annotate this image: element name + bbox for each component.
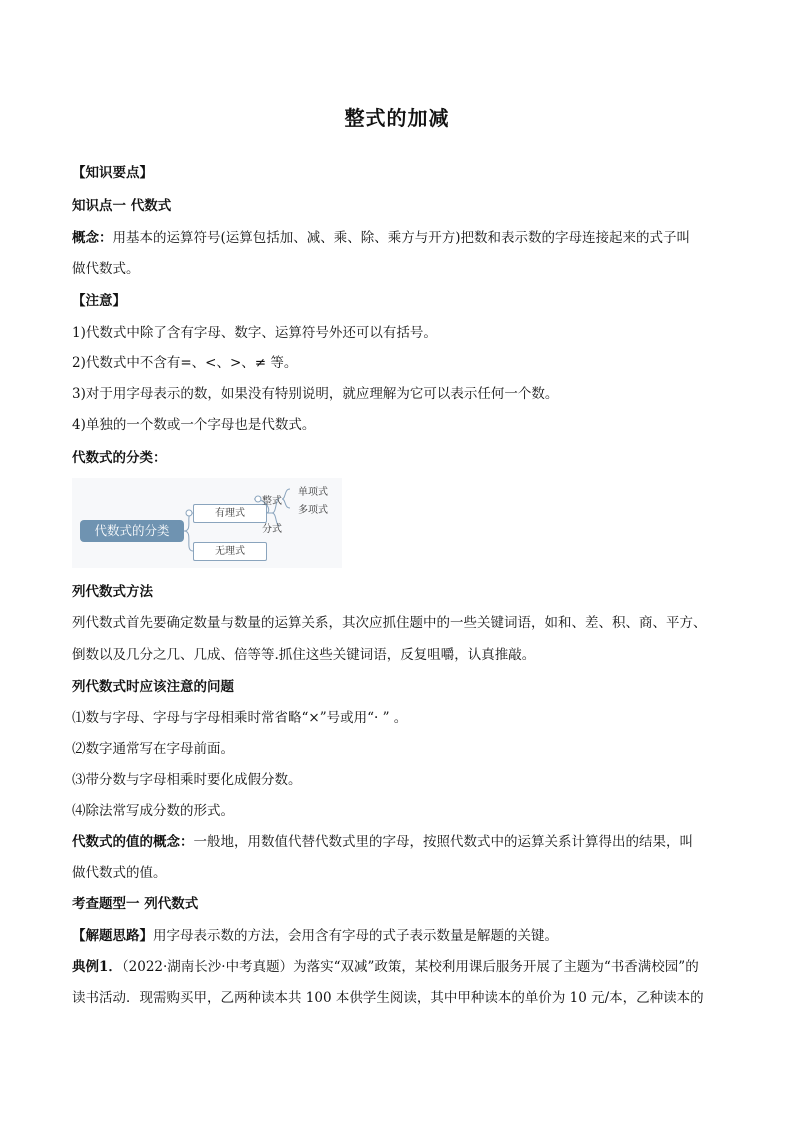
attention-item: ⑵数字通常写在字母前面。 <box>72 741 234 757</box>
solution-idea-paragraph <box>72 928 732 944</box>
section-heading-knowledge: 【知识要点】 <box>72 165 153 181</box>
mindmap-root-node: 代数式的分类 <box>80 520 184 542</box>
question-type-heading: 考查题型一 列代数式 <box>72 896 199 912</box>
solution-idea-label: 【解题思路】 <box>72 928 153 944</box>
mindmap-node-rational: 有理式 <box>193 504 267 523</box>
method-text: 列代数式首先要确定数量与数量的运算关系，其次应抓住题中的一些关键词语，如和、差、积、商、平方、 <box>72 615 707 631</box>
attention-heading: 列代数式时应该注意的问题 <box>72 679 234 695</box>
concept-paragraph <box>72 230 732 246</box>
method-heading: 列代数式方法 <box>72 584 153 600</box>
mindmap-node-fraction: 分式 <box>262 524 282 535</box>
mindmap-node-polynomial: 多项式 <box>298 505 328 516</box>
value-concept-paragraph <box>72 834 732 850</box>
concept-text-continued: 做代数式。 <box>72 261 140 277</box>
note-heading: 【注意】 <box>72 293 126 309</box>
note-item: 4)单独的一个数或一个字母也是代数式。 <box>72 417 316 433</box>
note-item: 2)代数式中不含有=、<、>、≠ 等。 <box>72 355 298 371</box>
knowledge-point-heading: 知识点一 代数式 <box>72 198 172 214</box>
method-text-continued: 倒数以及几分之几、几成、倍等等.抓住这些关键词语，反复咀嚼，认真推敲。 <box>72 647 536 663</box>
note-item: 3)对于用字母表示的数，如果没有特别说明，就应理解为它可以表示任何一个数。 <box>72 386 559 402</box>
example-paragraph <box>72 959 732 975</box>
mindmap-node-irrational: 无理式 <box>193 542 267 561</box>
example-label: 典例1． <box>72 959 122 975</box>
page-title: 整式的加减 <box>344 106 450 130</box>
solution-idea-text: 用字母表示数的方法，会用含有字母的式子表示数量是解题的关键。 <box>153 928 558 944</box>
classification-mindmap <box>72 478 342 568</box>
example-text-continued: 读书活动．现需购买甲，乙两种读本共 100 本供学生阅读，其中甲种读本的单价为 10 元/本，乙种读本的 <box>72 990 704 1006</box>
concept-text: 用基本的运算符号(运算包括加、减、乘、除、乘方与开方)把数和表示数的字母连接起来的式子叫 <box>112 230 691 246</box>
concept-label: 概念： <box>72 230 113 246</box>
value-concept-label: 代数式的值的概念： <box>72 834 194 850</box>
classification-heading: 代数式的分类： <box>72 450 167 466</box>
note-item: 1)代数式中除了含有字母、数字、运算符号外还可以有括号。 <box>72 325 437 341</box>
mindmap-node-monomial: 单项式 <box>298 487 328 498</box>
value-concept-text: 一般地，用数值代替代数式里的字母，按照代数式中的运算关系计算得出的结果，叫 <box>193 834 693 850</box>
attention-item: ⑴数与字母、字母与字母相乘时常省略“×”号或用“· ” 。 <box>72 710 408 726</box>
example-text: （2022·湖南长沙·中考真题）为落实“双减”政策，某校利用课后服务开展了主题为“书香满校园”的 <box>121 959 699 975</box>
attention-item: ⑶带分数与字母相乘时要化成假分数。 <box>72 772 302 788</box>
value-concept-text-continued: 做代数式的值。 <box>72 865 167 881</box>
mindmap-node-integral: 整式 <box>262 496 282 507</box>
attention-item: ⑷除法常写成分数的形式。 <box>72 803 234 819</box>
